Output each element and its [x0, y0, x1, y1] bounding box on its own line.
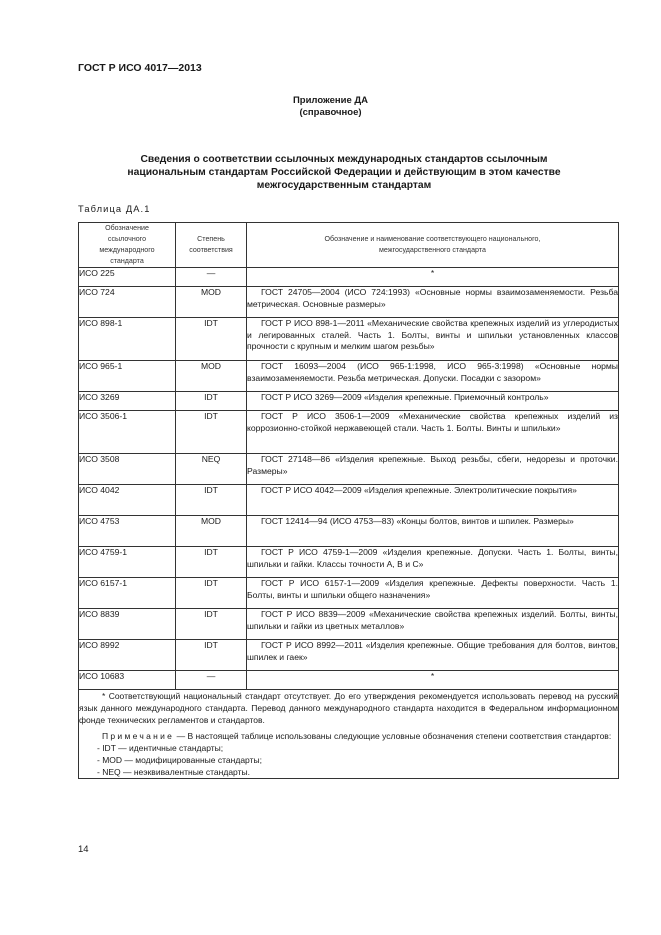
cell-national-standard: ГОСТ 27148—86 «Изделия крепежные. Выход резьбы, сбеги, недорезы и проточки. Размеры» [247, 454, 619, 485]
table-row [79, 392, 619, 411]
table-row [79, 609, 619, 640]
cell-national-standard: ГОСТ Р ИСО 8839—2009 «Механические свойства крепежных изделий. Болты, винты, шпильки и гайки из цветных металлов» [247, 609, 619, 640]
cell-national-standard: ГОСТ Р ИСО 3506-1—2009 «Механические свойства крепежных изделий из коррозионно-стойкой нержавеющей стали. Часть 1. Болты. Винты и шпильки» [247, 411, 619, 454]
cell-degree: — [176, 268, 247, 287]
table-footer-row [79, 690, 619, 779]
table-row [79, 287, 619, 318]
column-header-code: Обозначение ссылочного международного стандарта [79, 223, 176, 268]
cell-standard-code: ИСО 3508 [79, 454, 176, 485]
column-header-standard: Обозначение и наименование соответствующего национального, межгосударственного стандарта [247, 223, 619, 268]
cell-standard-code: ИСО 724 [79, 287, 176, 318]
page-number: 14 [78, 844, 89, 855]
cell-national-standard: * [247, 268, 619, 287]
footnote-text: * Соответствующий национальный стандарт отсутствует. До его утверждения рекомендуется использовать перевод на русский язык данного международного стандарта. Перевод данного международного стандарта находится в Федеральном информационном фонде технических регламентов и стандартов. [79, 691, 618, 725]
cell-standard-code: ИСО 225 [79, 268, 176, 287]
cell-national-standard: ГОСТ Р ИСО 8992—2011 «Изделия крепежные. Общие требования для болтов, винтов, шпилек и гаек» [247, 640, 619, 671]
cell-standard-code: ИСО 4042 [79, 485, 176, 516]
cell-degree: IDT [176, 547, 247, 578]
table-row [79, 318, 619, 361]
note-item-neq: - NEQ — неэквивалентные стандарты. [97, 767, 250, 777]
note-item-mod: - MOD — модифицированные стандарты; [97, 755, 262, 765]
table-row [79, 485, 619, 516]
cell-degree: IDT [176, 640, 247, 671]
cell-standard-code: ИСО 898-1 [79, 318, 176, 361]
note-text: — В настоящей таблице использованы следующие условные обозначения степени соответствия стандартов: [176, 731, 612, 741]
cell-national-standard: ГОСТ Р ИСО 6157-1—2009 «Изделия крепежные. Дефекты поверхности. Часть 1. Болты, винты и шпильки общего назначения» [247, 578, 619, 609]
table-row [79, 578, 619, 609]
cell-degree: IDT [176, 609, 247, 640]
cell-degree: IDT [176, 318, 247, 361]
cell-standard-code: ИСО 8992 [79, 640, 176, 671]
cell-standard-code: ИСО 3506-1 [79, 411, 176, 454]
cell-standard-code: ИСО 965-1 [79, 361, 176, 392]
document-header: ГОСТ Р ИСО 4017—2013 [78, 62, 202, 74]
table-row [79, 454, 619, 485]
cell-standard-code: ИСО 10683 [79, 671, 176, 690]
cell-standard-code: ИСО 8839 [79, 609, 176, 640]
cell-national-standard: ГОСТ 24705—2004 (ИСО 724:1993) «Основные нормы взаимозаменяемости. Резьба метрическая. Основные размеры» [247, 287, 619, 318]
annex-title: Приложение ДА [292, 95, 369, 106]
table-header-row [79, 223, 619, 268]
correspondence-table [78, 222, 619, 779]
table-row [79, 411, 619, 454]
cell-degree: MOD [176, 516, 247, 547]
table-caption: Таблица ДА.1 [78, 204, 151, 214]
table-row [79, 516, 619, 547]
table-body [79, 268, 619, 690]
cell-national-standard: ГОСТ 16093—2004 (ИСО 965-1:1998, ИСО 965-3:1998) «Основные нормы взаимозаменяемости. Резьба метрическая. Допуски. Посадки с зазором» [247, 361, 619, 392]
cell-national-standard: ГОСТ Р ИСО 4759-1—2009 «Изделия крепежные. Допуски. Часть 1. Болты, винты, шпильки и гайки. Классы точности А, В и С» [247, 547, 619, 578]
cell-degree: MOD [176, 361, 247, 392]
cell-standard-code: ИСО 6157-1 [79, 578, 176, 609]
annex-title-block [0, 95, 661, 119]
cell-degree: IDT [176, 485, 247, 516]
note-label: Примечание [102, 731, 175, 741]
table-row [79, 361, 619, 392]
column-header-degree: Степень соответствия [176, 223, 247, 268]
table-row [79, 671, 619, 690]
cell-national-standard: * [247, 671, 619, 690]
cell-standard-code: ИСО 4753 [79, 516, 176, 547]
cell-national-standard: ГОСТ Р ИСО 3269—2009 «Изделия крепежные. Приемочный контроль» [247, 392, 619, 411]
cell-degree: MOD [176, 287, 247, 318]
cell-degree: — [176, 671, 247, 690]
table-footnotes [79, 690, 619, 779]
section-heading: Сведения о соответствии ссылочных международных стандартов ссылочным национальным стандартам Российской Федерации и действующим в этом качестве межгосударственным стандартам [127, 154, 561, 191]
note-item-idt: - IDT — идентичные стандарты; [97, 743, 224, 753]
cell-standard-code: ИСО 3269 [79, 392, 176, 411]
cell-degree: IDT [176, 392, 247, 411]
table-row [79, 268, 619, 287]
cell-degree: IDT [176, 578, 247, 609]
note-paragraph [79, 730, 618, 742]
cell-national-standard: ГОСТ Р ИСО 898-1—2011 «Механические свойства крепежных изделий из углеродистых и легированных сталей. Часть 1. Болты, винты и шпильки установленных классов прочности с крупным и мелким шагом резьбы» [247, 318, 619, 361]
cell-degree: NEQ [176, 454, 247, 485]
table-row [79, 640, 619, 671]
table-row [79, 547, 619, 578]
cell-degree: IDT [176, 411, 247, 454]
cell-standard-code: ИСО 4759-1 [79, 547, 176, 578]
cell-national-standard: ГОСТ 12414—94 (ИСО 4753—83) «Концы болтов, винтов и шпилек. Размеры» [247, 516, 619, 547]
cell-national-standard: ГОСТ Р ИСО 4042—2009 «Изделия крепежные. Электролитические покрытия» [247, 485, 619, 516]
annex-subtitle: (справочное) [299, 107, 362, 118]
